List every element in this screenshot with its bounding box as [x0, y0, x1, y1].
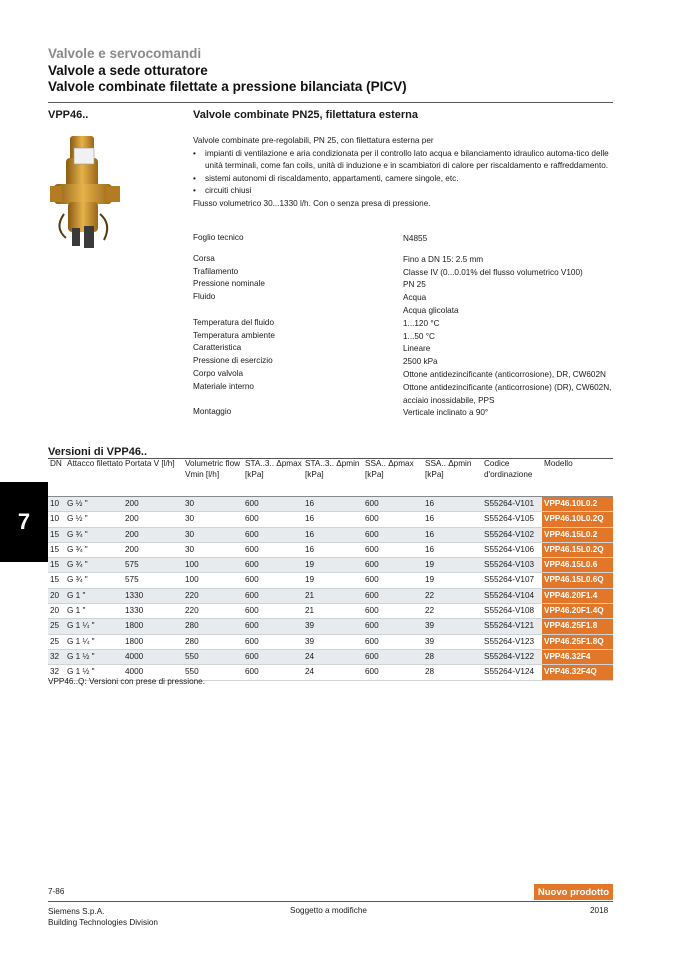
table-cell: S55264-V122: [482, 649, 542, 664]
table-cell: 28: [423, 665, 482, 680]
table-cell: 24: [303, 649, 363, 664]
table-cell: 1800: [123, 619, 183, 634]
table-cell: 25: [48, 634, 65, 649]
table-cell: 22: [423, 588, 482, 603]
table-cell: G ½ ": [65, 512, 123, 527]
table-cell: 600: [243, 665, 303, 680]
table-cell: 600: [243, 604, 303, 619]
table-cell: 600: [363, 588, 423, 603]
product-description: [193, 135, 613, 211]
spec-row: [193, 279, 613, 292]
spec-row: [193, 233, 613, 246]
spec-row: [193, 407, 613, 420]
table-cell: 600: [363, 604, 423, 619]
table-cell: 600: [363, 512, 423, 527]
table-cell: 200: [123, 542, 183, 557]
list-item: • sistemi autonomi di riscaldamento, appartamenti, camere singole, etc.: [205, 173, 613, 186]
table-cell: 100: [183, 558, 243, 573]
spec-value: Classe IV (0...0.01% del flusso volumetrico V100): [403, 267, 583, 277]
table-cell: G ¾ ": [65, 558, 123, 573]
table-cell: 200: [123, 497, 183, 512]
spec-label: [193, 305, 403, 318]
spec-value: Fino a DN 15: 2.5 mm: [403, 254, 484, 264]
table-cell: 280: [183, 634, 243, 649]
table-cell: G 1 ": [65, 588, 123, 603]
table-cell: 220: [183, 588, 243, 603]
table-cell: 28: [423, 649, 482, 664]
table-cell: 100: [183, 573, 243, 588]
table-cell: 16: [303, 512, 363, 527]
table-cell: 32: [48, 665, 65, 680]
spec-label: Corsa: [193, 253, 215, 263]
table-row: [48, 604, 613, 619]
table-row: [48, 619, 613, 634]
product-code: VPP46..: [48, 109, 89, 121]
page-number: 7-86: [48, 887, 65, 896]
spec-row: [193, 254, 613, 267]
spec-list: [193, 233, 613, 420]
table-cell: 600: [243, 588, 303, 603]
table-note: VPP46..Q: Versioni con prese di pressione.: [48, 677, 206, 686]
table-cell: 21: [303, 588, 363, 603]
table-cell: 600: [363, 542, 423, 557]
spec-label: Materiale interno: [193, 381, 254, 391]
column-header: Attacco filettato: [67, 459, 123, 468]
spec-value: Ottone antidezincificante (anticorrosione), DR, CW602N: [403, 369, 606, 379]
model-cell: VPP46.10L0.2: [542, 497, 613, 512]
column-header: Portata V [l/h]: [125, 459, 175, 468]
table-row: [48, 588, 613, 603]
table-row: [48, 573, 613, 588]
spec-value: Verticale inclinato a 90°: [403, 408, 489, 418]
table-cell: 16: [423, 542, 482, 557]
table-cell: 600: [243, 527, 303, 542]
column-header: STA..3.. Δpmax [kPa]: [245, 459, 302, 479]
table-cell: 15: [48, 558, 65, 573]
footer-rule: [48, 901, 613, 902]
table-cell: S55264-V123: [482, 634, 542, 649]
spec-value: Lineare: [403, 344, 431, 354]
spec-label: Montaggio: [193, 407, 232, 417]
table-cell: 15: [48, 573, 65, 588]
column-header: DN: [50, 459, 62, 468]
table-row: [48, 527, 613, 542]
table-cell: 39: [423, 634, 482, 649]
model-cell: VPP46.15L0.2: [542, 527, 613, 542]
spec-label: Temperatura del fluido: [193, 317, 275, 327]
spec-label: Caratteristica: [193, 343, 242, 353]
intro-text: Valvole combinate pre-regolabili, PN 25, con filettatura esterna per: [193, 136, 434, 145]
new-product-badge: Nuovo prodotto: [534, 884, 613, 900]
model-cell: VPP46.15L0.6: [542, 558, 613, 573]
spec-label: Foglio tecnico: [193, 233, 244, 242]
model-cell: VPP46.32F4Q: [542, 665, 613, 680]
table-cell: 600: [363, 634, 423, 649]
spec-label: Temperatura ambiente: [193, 330, 275, 340]
model-cell: VPP46.15L0.6Q: [542, 573, 613, 588]
footer-subject: Soggetto a modifiche: [290, 906, 367, 915]
spec-value: PN 25: [403, 280, 426, 290]
table-cell: 19: [423, 558, 482, 573]
column-header: STA..3.. Δpmin [kPa]: [305, 459, 360, 479]
table-cell: 19: [423, 573, 482, 588]
table-cell: 1330: [123, 588, 183, 603]
model-cell: VPP46.20F1.4: [542, 588, 613, 603]
table-cell: 39: [303, 634, 363, 649]
table-cell: 200: [123, 512, 183, 527]
page-title: Valvole a sede otturatore: [48, 63, 208, 78]
versions-table: [48, 459, 613, 681]
spec-value: 2500 kPa: [403, 357, 438, 367]
list-item: • impianti di ventilazione e aria condizionata per il controllo lato acqua e bilanciamento idraulico automa-tico delle unità terminali, come fan coils, unità di induzione e in scambiatori di calore per riscaldamento e raffreddamento.: [205, 148, 613, 173]
spec-row: [193, 267, 613, 280]
table-cell: 600: [243, 649, 303, 664]
spec-value: Acqua: [403, 293, 427, 303]
table-cell: 22: [423, 604, 482, 619]
table-cell: 15: [48, 527, 65, 542]
table-cell: 4000: [123, 665, 183, 680]
column-header: Volumetric flow Vmin [l/h]: [185, 459, 241, 479]
spec-row: [193, 331, 613, 344]
model-cell: VPP46.20F1.4Q: [542, 604, 613, 619]
spec-value: 1...50 °C: [403, 331, 435, 341]
table-header-row: [48, 459, 613, 497]
table-cell: G ½ ": [65, 497, 123, 512]
footer-company: [48, 906, 158, 928]
table-cell: G ¾ ": [65, 542, 123, 557]
spec-label: Fluido: [193, 292, 216, 302]
page-subtitle: Valvole combinate filettate a pressione bilanciata (PICV): [48, 79, 407, 94]
table-cell: 20: [48, 604, 65, 619]
table-cell: 600: [363, 665, 423, 680]
table-cell: S55264-V102: [482, 527, 542, 542]
table-cell: G 1 ½ ": [65, 665, 123, 680]
table-cell: S55264-V107: [482, 573, 542, 588]
spec-row: [193, 369, 613, 382]
table-cell: 550: [183, 665, 243, 680]
table-cell: S55264-V121: [482, 619, 542, 634]
company-name: Siemens S.p.A.: [48, 907, 105, 916]
table-cell: 15: [48, 542, 65, 557]
spec-row: [193, 305, 613, 318]
spec-label: Pressione di esercizio: [193, 356, 273, 366]
table-cell: 600: [363, 573, 423, 588]
model-cell: VPP46.10L0.2Q: [542, 512, 613, 527]
table-row: [48, 558, 613, 573]
table-cell: G ¾ ": [65, 527, 123, 542]
table-cell: G 1 ": [65, 604, 123, 619]
table-cell: 600: [243, 634, 303, 649]
model-cell: VPP46.25F1.8Q: [542, 634, 613, 649]
table-cell: G 1 ¼ ": [65, 619, 123, 634]
spec-value: Acqua glicolata: [403, 305, 459, 315]
table-cell: 600: [363, 527, 423, 542]
table-cell: 16: [303, 497, 363, 512]
table-cell: 600: [243, 497, 303, 512]
valve-photo-icon: [44, 128, 132, 260]
table-cell: 25: [48, 619, 65, 634]
section-category: Valvole e servocomandi: [48, 46, 202, 61]
table-cell: 16: [303, 527, 363, 542]
column-header: Modello: [544, 459, 573, 468]
table-cell: 19: [303, 558, 363, 573]
table-cell: 600: [243, 558, 303, 573]
spec-row: [193, 382, 613, 408]
table-cell: 220: [183, 604, 243, 619]
table-cell: 550: [183, 649, 243, 664]
table-cell: 16: [423, 512, 482, 527]
table-cell: 200: [123, 527, 183, 542]
spec-row: [193, 292, 613, 305]
table-cell: G 1 ½ ": [65, 649, 123, 664]
spec-value: Ottone antidezincificante (anticorrosione) (DR), CW602N, acciaio inossidabile, PPS: [403, 382, 612, 405]
spec-value: 1...120 °C: [403, 318, 440, 328]
product-title: Valvole combinate PN25, filettatura esterna: [193, 109, 418, 121]
table-cell: S55264-V104: [482, 588, 542, 603]
table-cell: 16: [423, 497, 482, 512]
table-row: [48, 512, 613, 527]
table-cell: 600: [363, 649, 423, 664]
spec-label: Trafilamento: [193, 266, 239, 276]
table-row: [48, 497, 613, 512]
header-rule: [48, 102, 613, 103]
table-cell: 575: [123, 573, 183, 588]
column-header: Codice d'ordinazione: [484, 459, 533, 479]
footer-year: 2018: [590, 906, 609, 915]
table-cell: 24: [303, 665, 363, 680]
table-cell: 30: [183, 512, 243, 527]
spec-row: [193, 318, 613, 331]
table-row: [48, 634, 613, 649]
table-cell: 21: [303, 604, 363, 619]
table-cell: S55264-V124: [482, 665, 542, 680]
table-cell: 39: [303, 619, 363, 634]
table-cell: S55264-V108: [482, 604, 542, 619]
table-cell: 19: [303, 573, 363, 588]
table-cell: 280: [183, 619, 243, 634]
list-item: • circuiti chiusi: [205, 185, 613, 198]
table-cell: 4000: [123, 649, 183, 664]
table-cell: 600: [243, 573, 303, 588]
flow-text: Flusso volumetrico 30...1330 l/h. Con o senza presa di pressione.: [193, 198, 431, 208]
model-cell: VPP46.32F4: [542, 649, 613, 664]
table-cell: 10: [48, 497, 65, 512]
table-cell: 10: [48, 512, 65, 527]
application-list: [193, 148, 613, 198]
table-cell: 16: [423, 527, 482, 542]
table-cell: 39: [423, 619, 482, 634]
table-cell: 20: [48, 588, 65, 603]
versions-title: Versioni di VPP46..: [48, 446, 148, 458]
table-row: [48, 649, 613, 664]
table-cell: 600: [363, 558, 423, 573]
table-cell: 1800: [123, 634, 183, 649]
table-cell: S55264-V101: [482, 497, 542, 512]
table-cell: 575: [123, 558, 183, 573]
table-cell: S55264-V105: [482, 512, 542, 527]
table-row: [48, 542, 613, 557]
table-cell: 600: [363, 619, 423, 634]
table-cell: 32: [48, 649, 65, 664]
column-header: SSA.. Δpmax [kPa]: [365, 459, 414, 479]
table-cell: 600: [363, 497, 423, 512]
table-cell: G ¾ ": [65, 573, 123, 588]
table-cell: 1330: [123, 604, 183, 619]
model-cell: VPP46.15L0.2Q: [542, 542, 613, 557]
model-cell: VPP46.25F1.8: [542, 619, 613, 634]
spec-row: [193, 343, 613, 356]
table-cell: 600: [243, 542, 303, 557]
table-cell: 16: [303, 542, 363, 557]
table-cell: G 1 ¼ ": [65, 634, 123, 649]
spec-label: Pressione nominale: [193, 279, 265, 289]
spec-row: [193, 356, 613, 369]
table-cell: S55264-V106: [482, 542, 542, 557]
spec-value: N4855: [403, 234, 428, 243]
table-cell: 600: [243, 512, 303, 527]
column-header: SSA.. Δpmin [kPa]: [425, 459, 472, 479]
table-body: [48, 497, 613, 681]
table-cell: 30: [183, 542, 243, 557]
table-cell: 30: [183, 497, 243, 512]
table-cell: 600: [243, 619, 303, 634]
table-cell: 30: [183, 527, 243, 542]
chapter-tab: 7: [0, 482, 48, 562]
table-cell: S55264-V103: [482, 558, 542, 573]
division-name: Building Technologies Division: [48, 918, 158, 927]
spec-label: Corpo valvola: [193, 368, 244, 378]
